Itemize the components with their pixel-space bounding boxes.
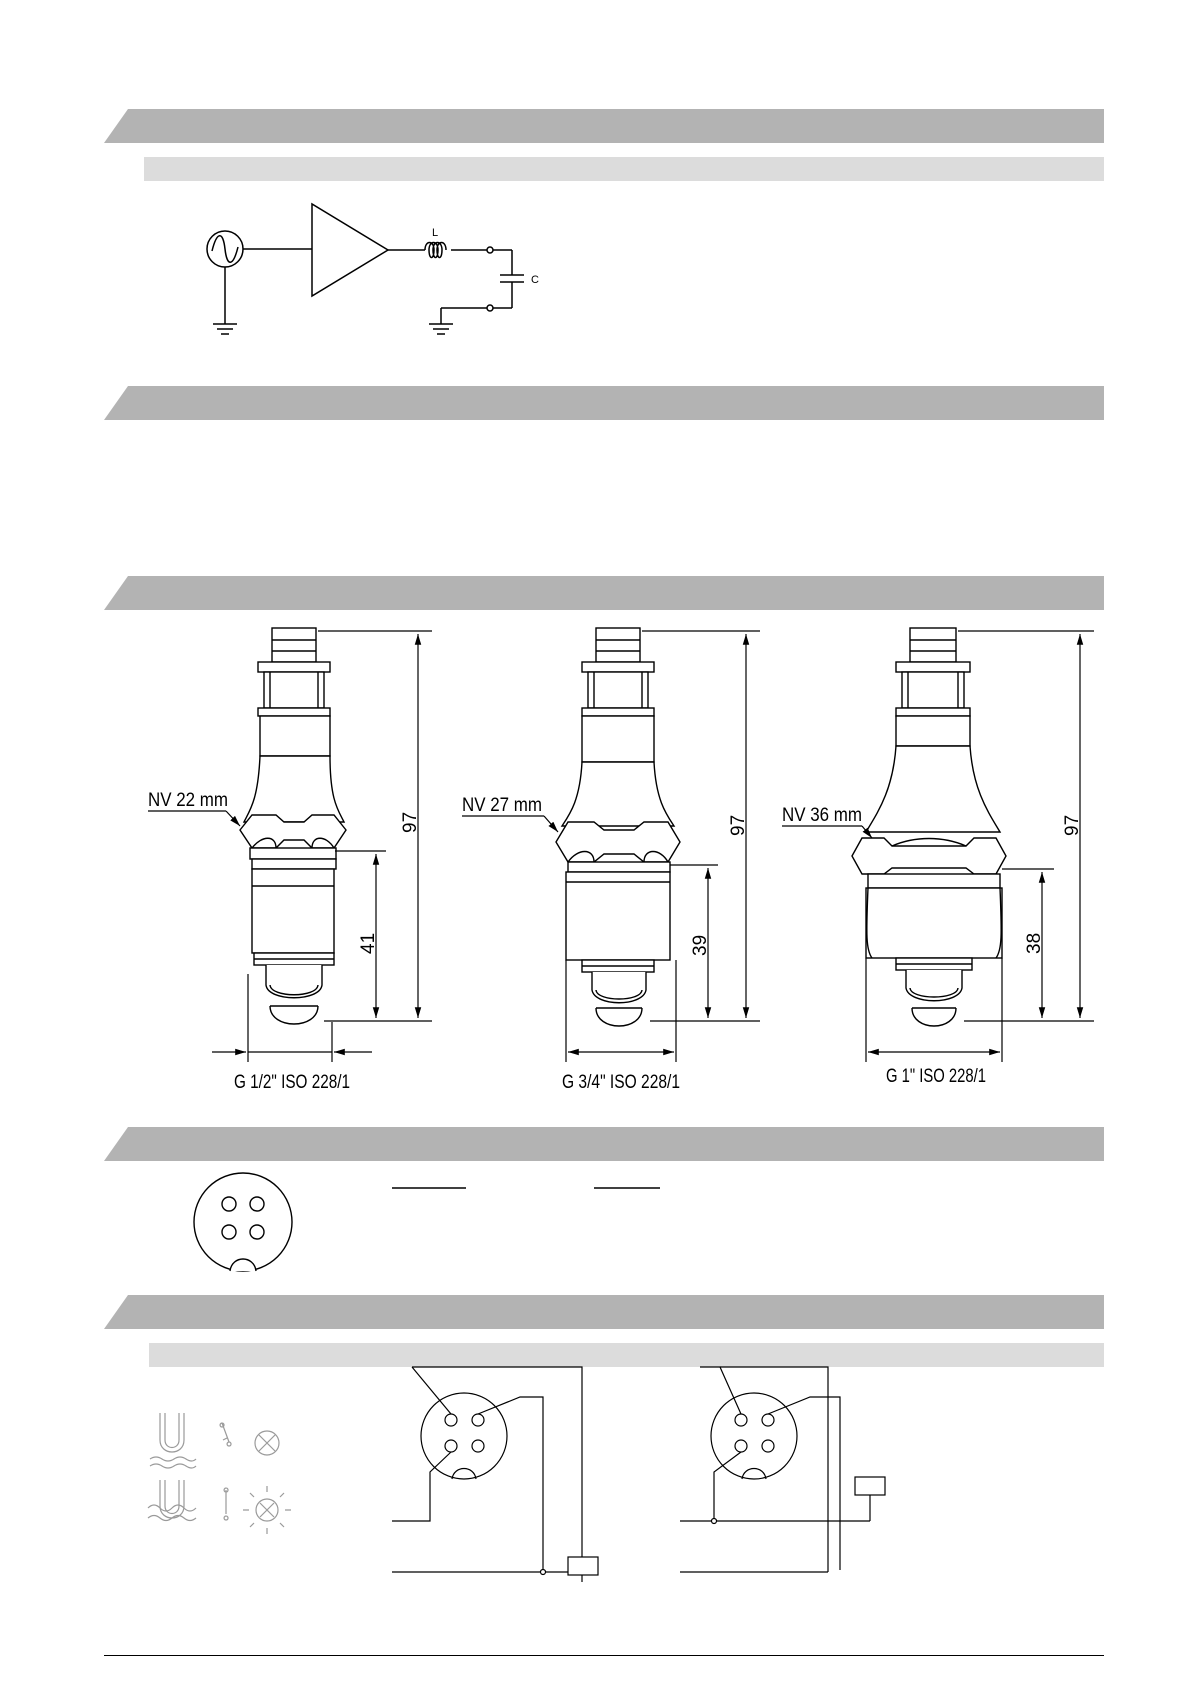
sensor-2-nv-label: NV 27 mm: [462, 795, 542, 816]
sensor-3-thread-label: G 1" ISO 228/1: [886, 1066, 986, 1087]
pin-2-icon: [762, 1414, 774, 1426]
pin-4-icon: [762, 1440, 774, 1452]
pin-2-icon: [472, 1414, 484, 1426]
sensor-state-icons: [148, 1413, 291, 1534]
sensor-1-total-height: 97: [400, 811, 421, 833]
pin-1-icon: [445, 1414, 457, 1426]
sensor-1-thread-label: G 1/2" ISO 228/1: [234, 1072, 350, 1093]
connector-face-icon: [711, 1393, 797, 1479]
wiring-diagram-npn: [680, 1367, 885, 1572]
liquid-wave-icon: [150, 1457, 196, 1468]
load-relay-icon: [568, 1557, 598, 1575]
pin-3-icon: [445, 1440, 457, 1452]
switch-open-icon: [220, 1423, 231, 1446]
sensor-3-nv-label: NV 36 mm: [782, 805, 862, 826]
sensor-2-lower-height: 39: [690, 934, 711, 956]
inductor-label: L: [432, 227, 439, 239]
connector-face-icon: [421, 1393, 507, 1479]
sensor-3-total-height: 97: [1062, 814, 1083, 836]
pin-3-icon: [735, 1440, 747, 1452]
pin-1-icon: [735, 1414, 747, 1426]
wiring-diagram-pnp: [392, 1367, 598, 1582]
probe-dry-icon: [160, 1413, 184, 1452]
sensor-2-thread-label: G 3/4" ISO 228/1: [562, 1072, 680, 1093]
switch-closed-icon: [224, 1488, 228, 1520]
sensor-3-lower-height: 38: [1024, 932, 1045, 954]
load-relay-icon: [855, 1477, 885, 1495]
junction-dot-icon: [541, 1570, 546, 1575]
liquid-wave-icon: [148, 1505, 196, 1521]
junction-dot-icon: [712, 1519, 717, 1524]
pin-4-icon: [472, 1440, 484, 1452]
sensor-1-lower-height: 41: [358, 932, 379, 954]
capacitor-label: C: [531, 274, 539, 286]
sensor-2-total-height: 97: [728, 814, 749, 836]
sensor-1-nv-label: NV 22 mm: [148, 790, 228, 811]
probe-wet-icon: [160, 1480, 184, 1518]
